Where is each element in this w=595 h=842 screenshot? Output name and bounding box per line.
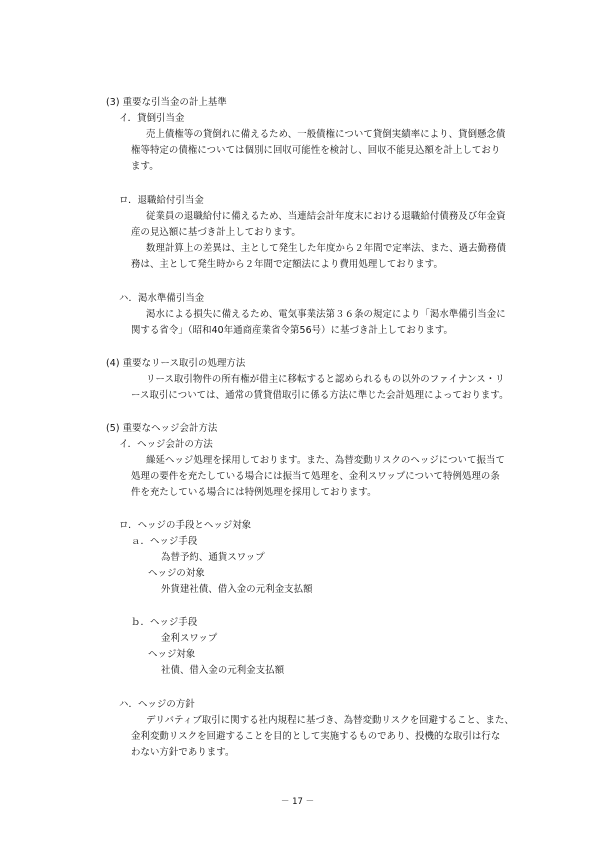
section-3-ro-line: 産の見込額に基づき計上しております。	[131, 227, 301, 238]
section-3-heading: (3) 重要な引当金の計上基準	[106, 97, 227, 108]
section-5-heading: (5) 重要なヘッジ会計方法	[106, 423, 218, 434]
hedge-b-target: 社債、借入金の元利金支払額	[161, 665, 285, 676]
section-3-i-line: ます。	[131, 161, 159, 172]
section-5-i-line: 処理の要件を充たしている場合には振当て処理を、金利スワップについて特例処理の条	[131, 471, 500, 482]
page-number: － 17 －	[280, 797, 315, 807]
hedge-a-means: 為替予約、通貨スワップ	[161, 552, 265, 563]
hedge-a-label: ａ．ヘッジ手段	[131, 536, 198, 547]
section-3-ro-line: 従業員の退職給付に備えるため、当連結会計年度末における退職給付債務及び年金資	[146, 211, 506, 222]
section-5-ha-line: 金利変動リスクを回避することを目的として実施するものであり、投機的な取引は行な	[131, 731, 501, 742]
section-4-line: ース取引については、通常の賃貸借取引に係る方法に準じた会計処理によっております。	[131, 390, 509, 401]
section-3-i-title: イ．貸倒引当金	[119, 113, 185, 124]
section-3-ro-title: ロ．退職給付引当金	[119, 195, 204, 206]
hedge-a-target: 外貨建社債、借入金の元利金支払額	[161, 584, 313, 595]
section-4-line: リース取引物件の所有権が借主に移転すると認められるもの以外のファイナンス・リ	[146, 374, 505, 385]
section-3-ha-line: 渇水による損失に備えるため、電気事業法第３６条の規定により「渇水準備引当金に	[146, 309, 506, 320]
section-3-ro-line: 数理計算上の差異は、主として発生した年度から２年間で定率法、また、過去勤務債	[146, 243, 507, 254]
section-5-i-title: イ．ヘッジ会計の方法	[119, 439, 213, 450]
hedge-b-label: ｂ．ヘッジ手段	[131, 617, 198, 628]
section-5-i-line: 件を充たしている場合には特例処理を採用しております。	[131, 487, 377, 498]
section-4-heading: (4) 重要なリース取引の処理方法	[106, 358, 246, 369]
section-3-ha-line: 関する省令」（昭和40年通商産業省令第56号）に基づき計上しております。	[131, 325, 454, 336]
section-3-i-line: 売上債権等の貸倒れに備えるため、一般債権について貸倒実績率により、貸倒懸念債	[146, 129, 506, 140]
section-5-ha-line: わない方針であります。	[131, 747, 235, 758]
hedge-b-means: 金利スワップ	[161, 633, 218, 644]
section-3-ha-title: ハ．渇水準備引当金	[119, 293, 205, 304]
hedge-b-target-label: ヘッジ対象	[148, 649, 196, 660]
section-5-ha-title: ハ．ヘッジの方針	[119, 699, 195, 710]
section-3-i-line: 権等特定の債権については個別に回収可能性を検討し、回収不能見込額を計上しており	[131, 145, 501, 156]
section-5-ro-title: ロ．ヘッジの手段とヘッジ対象	[119, 520, 252, 531]
hedge-a-target-label: ヘッジの対象	[148, 568, 205, 579]
section-3-ro-line: 務は、主として発生時から２年間で定額法により費用処理しております。	[131, 259, 443, 270]
section-5-i-line: 繰延ヘッジ処理を採用しております。また、為替変動リスクのヘッジについて振当て	[146, 455, 505, 466]
section-5-ha-line: デリバティブ取引に関する社内規程に基づき、為替変動リスクを回避すること、また、	[146, 715, 514, 726]
